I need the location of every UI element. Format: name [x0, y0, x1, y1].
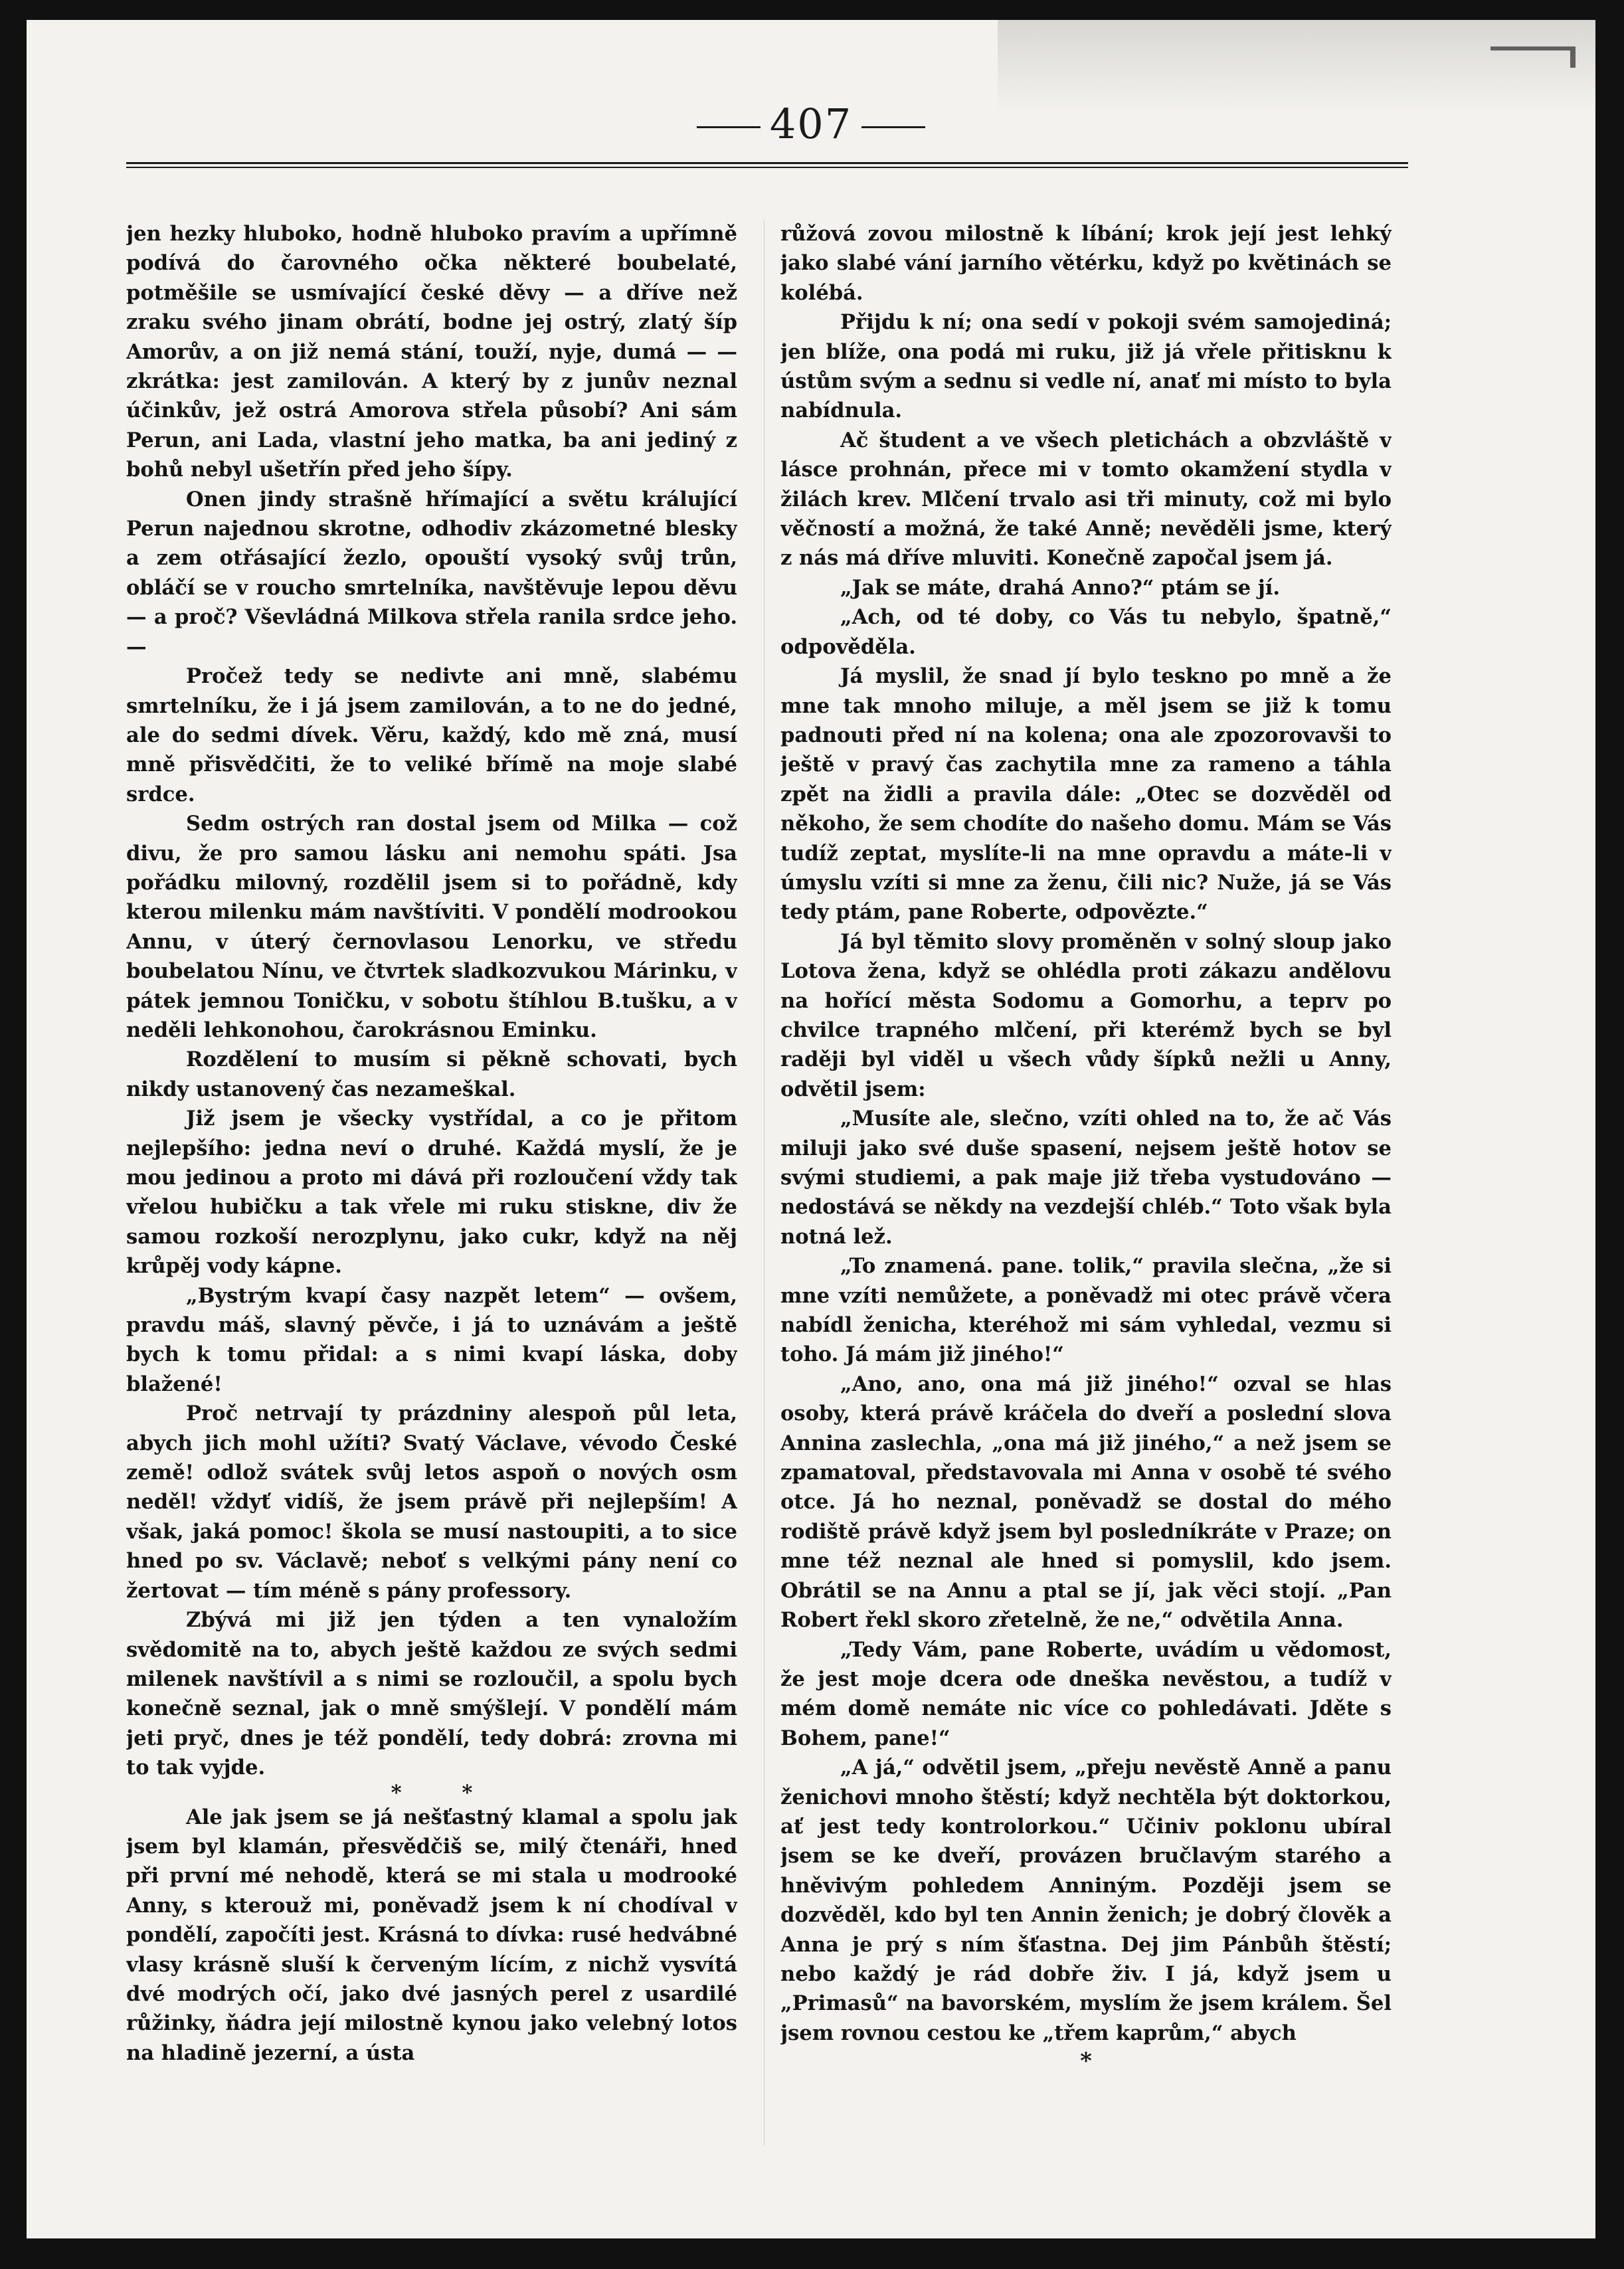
- paragraph: jen hezky hluboko, hodně hluboko pravím a upřímně podívá do čarovného očka některé boubelaté, potměšile se usmívající české děvy — a dříve než zraku svého jinam obrátí, bodne jej ostrý, zlatý šíp Amorův, a on již nemá stání, touží, nyje, dumá — — zkrátka: jest zamilován. A který by z junův neznal účinkův, jež ostrá Amorova střela působí? Ani sám Perun, ani Lada, vlastní jeho matka, ba ani jediný z bohů nebyl ušetřín před jeho šípy.: [126, 222, 737, 482]
- book-page: [27, 20, 1595, 2238]
- paragraph: „A já,“ odvětil jsem, „přeju nevěstě Anně a panu ženichovi mnoho štěstí; když nechtěla být doktorkou, ať jest tedy kontrolorkou.“ Učiniv poklonu ubíral jsem se ke dveří, provázen bručlavým starého a hněvivým pohledem Anniným. Později jsem se dozvěděl, kdo byl ten Annin ženich; je dobrý člověk a Anna je prý s ním šťastna. Dej jim Pánbůh štěstí; nebo každý je rád dobře živ. I já, když jsem u „Primasů“ na bavorském, myslím že jsem králem. Šel jsem rovnou cestou ke „třem kaprům,“ abych: [780, 1756, 1392, 2045]
- paragraph: Ač študent a ve všech pletichách a obzvláště v lásce prohnán, přece mi v tomto okamžení stydla v žilách krev. Mlčení trvalo asi tři minuty, což mi bylo věčností a možná, že také Anně; nevěděli jsme, který z nás má dříve mluviti. Konečně započal jsem já.: [780, 428, 1392, 571]
- paragraph: „To znamená. pane. tolik,“ pravila slečna, „že si mne vzíti nemůžete, a poněvadž mi otec právě včera nabídl ženicha, kteréhož mi sám vyhledal, vezmu si toho. Já mám již jiného!“: [780, 1254, 1392, 1367]
- paragraph: Sedm ostrých ran dostal jsem od Milka — což divu, že pro samou lásku ani nemohu spáti. Jsa pořádku milovný, rozdělil jsem si to pořádně, kdy kterou milenku mám navštíviti. V pondělí modrookou Annu, v úterý černovlasou Lenorku, ve středu boubelatou Nínu, ve čtvrtek sladkozvukou Márinku, v pátek jemnou Toničku, v sobotu štíhlou B.tušku, a v neděli lehkonohou, čarokrásnou Eminku.: [126, 812, 737, 1042]
- paragraph: Proč netrvají ty prázdniny alespoň půl leta, abych jich mohl užíti? Svatý Václave, vévodo České země! odlož svátek svůj letos aspoň o nových osm neděl! vždyť vidíš, že jsem právě při nejlepším! A však, jaká pomoc! škola se musí nastoupiti, a to sice hned po sv. Václavě; neboť s velkými pány není co žertovat — tím méně s pány professory.: [126, 1402, 737, 1603]
- page-number: 407: [769, 100, 853, 148]
- paragraph: Ale jak jsem se já nešťastný klamal a spolu jak jsem byl klamán, přesvědčiš se, milý čtenáři, hned při první mé nehodě, která se mi stala u modrooké Anny, s kterouž mi, poněvadž jsem k ní chodíval v pondělí, započíti jest. Krásná to dívka: rusé hedvábné vlasy krásně sluší k červeným lícím, z nichž vysvítá dvé modrých očí, jako dvé jasných perel z usardilé růžinky, ňádra její milostně kynou jako velebný lotos na hladině jezerní, a ústa: [126, 1805, 737, 2065]
- scan-corner-mark: [1490, 46, 1576, 68]
- header-rule: [126, 162, 1408, 168]
- right-column: [780, 219, 1392, 2185]
- paragraph: Již jsem je všecky vystřídal, a co je přitom nejlepšího: jedna neví o druhé. Každá myslí, že je mou jedinou a proto mi dává při rozloučení vždy tak vřelou hubičku a tak vřele mi ruku stiskne, div že samou rozkoší nerozplynu, jako cukr, když na něj krůpěj vody kápne.: [126, 1107, 737, 1279]
- paragraph: „Ach, od té doby, co Vás tu nebylo, špatně,“ odpověděla.: [780, 605, 1392, 659]
- paragraph: „Jak se máte, drahá Anno?“ ptám se jí.: [840, 575, 1281, 600]
- paragraph: „Bystrým kvapí časy nazpět letem“ — ovšem, pravdu máš, slavný pěvče, i já to uznávám a ještě bych k tomu přidal: a s nimi kvapí láska, doby blažené!: [126, 1283, 737, 1396]
- paragraph: Zbývá mi již jen týden a ten vynaložím svědomitě na to, abych ještě každou ze svých sedmi milenek navštívil a s nimi se rozloučil, a spolu bych konečně seznal, jak o mně smýšlejí. V pondělí mám jeti pryč, dnes je též pondělí, tedy dobrá: zrovna mi to tak vyjde.: [126, 1608, 737, 1780]
- column-divider: [764, 219, 765, 2145]
- paragraph: „Tedy Vám, pane Roberte, uvádím u vědomost, že jest moje dcera ode dneška nevěstou, a tudíž v mém domě nemáte nic více co pohledávati. Jděte s Bohem, pane!“: [780, 1637, 1392, 1750]
- paragraph: Já myslil, že snad jí bylo teskno po mně a že mne tak mnoho miluje, a měl jsem se již k tomu padnouti před ní na kolena; ona ale zpozorovavši to ještě v pravý čas zachytila mne za rameno a táhla zpět na židli a pravila dále: „Otec se dozvěděl od někoho, že sem chodíte do našeho domu. Mám se Vás tudíž zeptat, myslíte-li na mne opravdu a máte-li v úmyslu vzíti si mne za ženu, čili nic? Nuže, já se Vás tedy ptám, pane Roberte, odpovězte.“: [780, 664, 1392, 925]
- paragraph: Onen jindy strašně hřímající a světu králující Perun najednou skrotne, odhodiv zkázometné blesky a zem otřásající žezlo, opouští vysoký svůj trůn, obláčí se v roucho smrtelníka, navštěvuje lepou děvu — a proč? Vševládná Milkova střela ranila srdce jeho. —: [126, 487, 737, 659]
- paragraph: růžová zovou milostně k líbání; krok její jest lehký jako slabé vání jarního větérku, když po květinách se kolébá.: [780, 222, 1392, 305]
- paragraph: „Ano, ano, ona má již jiného!“ ozval se hlas osoby, která právě kráčela do dveří a poslední slova Annina zaslechla, „ona má již jiného,“ a než jsem se zpamatoval, představovala mi Anna v osobě té svého otce. Já ho neznal, poněvadž se dostal do mého rodiště právě když jsem byl posledníkráte v Praze; on mne též neznal ale hned si pomyslil, kdo jsem. Obrátil se na Annu a ptal se jí, jak věci stojí. „Pan Robert řekl skoro zřetelně, že ne,“ odvětila Anna.: [780, 1372, 1392, 1633]
- paragraph: Rozdělení to musím si pěkně schovati, bych nikdy ustanovený čas nezameškal.: [126, 1047, 737, 1101]
- header-dash-left: [697, 126, 761, 128]
- header-dash-right: [861, 126, 925, 128]
- paragraph: Pročež tedy se nedivte ani mně, slabému smrtelníku, že i já jsem zamilován, a to ne do jedné, ale do sedmi dívek. Věru, každý, kdo mě zná, musí mně přisvědčiti, že to veliké břímě na moje slabé srdce.: [126, 664, 737, 806]
- end-mark: *: [1080, 2048, 1092, 2075]
- page-header: [27, 100, 1595, 148]
- left-column: [126, 219, 737, 2185]
- paragraph: „Musíte ale, slečno, vzíti ohled na to, že ač Vás miluji jako své duše spasení, nejsem ještě hotov se svými studiemi, a pak maje již třeba vystudováno — nedostává se někdy na vezdejší chléb.“ Toto však byla notná lež.: [780, 1107, 1392, 1249]
- section-separator: * *: [391, 1780, 499, 1805]
- paragraph: Já byl těmito slovy proměněn v solný sloup jako Lotova žena, když se ohlédla proti zákazu andělovu na hořící města Sodomu a Gomorhu, a teprv po chvilce trapného mlčení, při kterémž bych se byl raději byl viděl u všech vůdy šípků nežli u Anny, odvětil jsem:: [780, 929, 1392, 1101]
- paragraph: Přijdu k ní; ona sedí v pokoji svém samojediná; jen blíže, ona podá mi ruku, již já vřele přitisknu k ústům svým a sednu si vedle ní, anať mi místo to byla nabídnula.: [780, 310, 1392, 423]
